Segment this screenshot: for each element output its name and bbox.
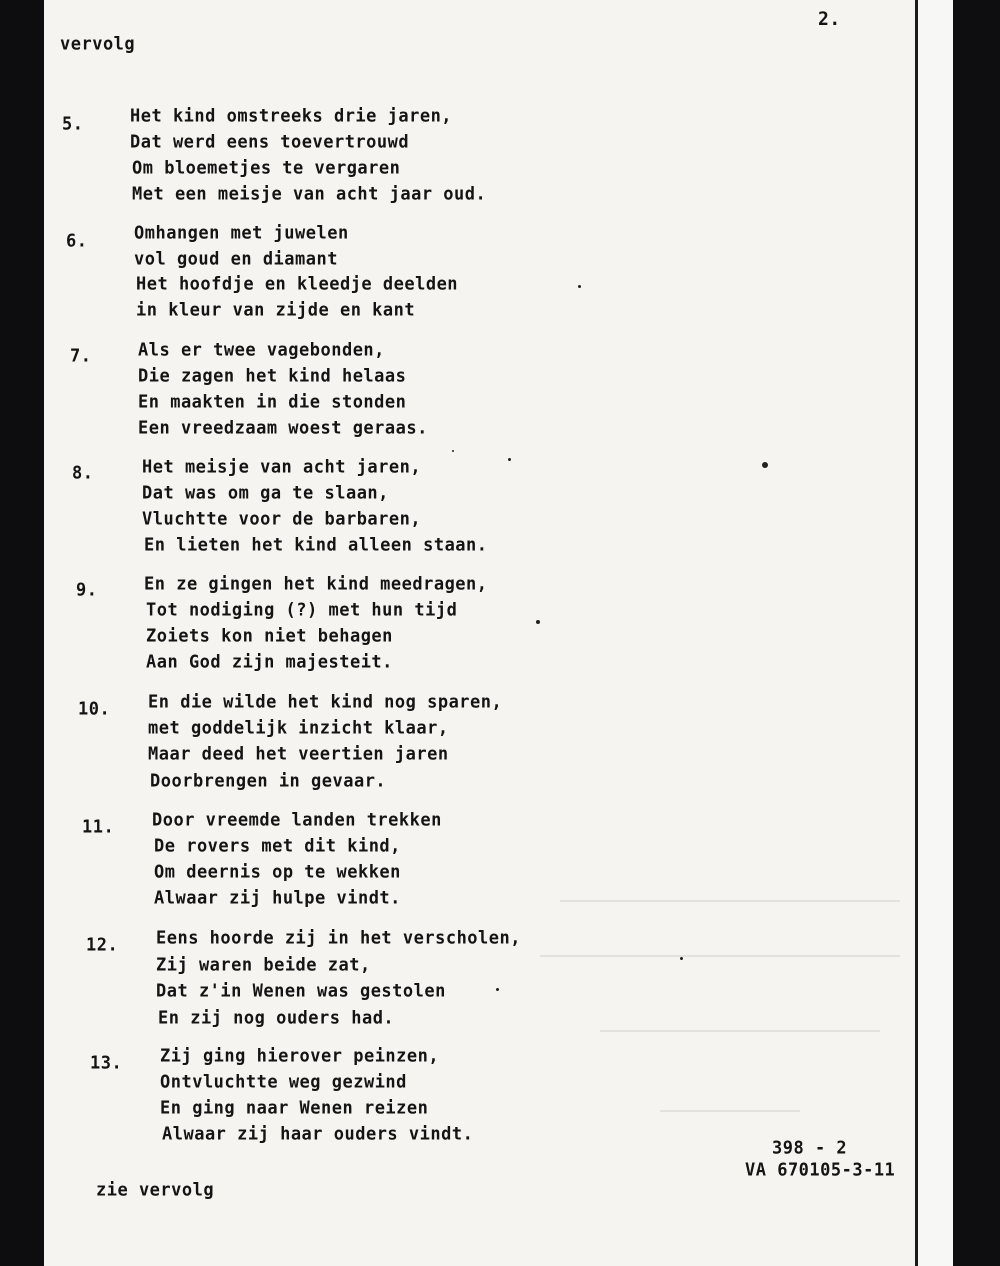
verse-line: Maar deed het veertien jaren — [148, 744, 449, 765]
verse-line: in kleur van zijde en kant — [136, 300, 416, 321]
verse-line: Alwaar zij hulpe vindt. — [154, 888, 401, 909]
verse-line: Om bloemetjes te vergaren — [132, 158, 401, 179]
verse-line: Een vreedzaam woest geraas. — [138, 418, 428, 439]
verse-line: De rovers met dit kind, — [154, 836, 401, 857]
verse-line: Vluchtte voor de barbaren, — [142, 509, 422, 530]
stanza-number: 10. — [78, 699, 111, 720]
verse-line: Door vreemde landen trekken — [152, 810, 442, 831]
page-number: 2. — [818, 8, 841, 31]
bleed-through-mark — [660, 1110, 800, 1112]
stanza-number: 12. — [86, 935, 119, 956]
bleed-through-mark — [560, 900, 900, 902]
stanza-number: 6. — [66, 231, 88, 252]
verse-line: Het hoofdje en kleedje deelden — [136, 274, 459, 295]
ink-speck — [680, 957, 683, 960]
verse-line: Met een meisje van acht jaar oud. — [132, 184, 487, 205]
ink-speck — [536, 620, 540, 624]
verse-line: Dat was om ga te slaan, — [142, 483, 389, 504]
verse-line: Alwaar zij haar ouders vindt. — [162, 1124, 474, 1145]
verse-line: En die wilde het kind nog sparen, — [148, 692, 503, 713]
verse-line: Tot nodiging (?) met hun tijd — [146, 600, 458, 621]
verse-line: Het meisje van acht jaren, — [142, 457, 422, 478]
verse-line: Omhangen met juwelen — [134, 223, 349, 244]
ink-speck — [508, 458, 511, 461]
stanza-number: 11. — [82, 817, 115, 838]
verse-line: met goddelijk inzicht klaar, — [148, 718, 449, 739]
verse-line: Die zagen het kind helaas — [138, 366, 407, 387]
stanza-number: 13. — [90, 1053, 123, 1074]
bleed-through-mark — [600, 1030, 880, 1032]
verse-line: Als er twee vagebonden, — [138, 340, 385, 361]
verse-line: En ze gingen het kind meedragen, — [144, 574, 488, 595]
bleed-through-mark — [540, 955, 900, 957]
verse-line: Zij ging hierover peinzen, — [160, 1046, 440, 1067]
scan-border-left — [0, 0, 44, 1266]
archive-code: 398 - 2 — [772, 1138, 848, 1159]
verse-line: Doorbrengen in gevaar. — [150, 771, 387, 792]
continued-note: zie vervolg — [96, 1180, 215, 1201]
verse-line: Om deernis op te wekken — [154, 862, 401, 883]
verse-line: Het kind omstreeks drie jaren, — [130, 106, 453, 127]
verse-line: En ging naar Wenen reizen — [160, 1098, 429, 1119]
stanza-number: 7. — [70, 346, 92, 367]
stanza-number: 8. — [72, 463, 94, 484]
stanza-number: 9. — [76, 580, 98, 601]
verse-line: Aan God zijn majesteit. — [146, 652, 393, 673]
ink-speck — [496, 988, 499, 991]
verse-line: Eens hoorde zij in het verscholen, — [156, 928, 521, 949]
paper-edge-line — [915, 0, 918, 1266]
ink-speck — [762, 462, 768, 468]
verse-line: vol goud en diamant — [134, 249, 338, 270]
header-label: vervolg — [60, 34, 136, 55]
verse-line: Dat z'in Wenen was gestolen — [156, 981, 446, 1002]
verse-line: En maakten in die stonden — [138, 392, 407, 413]
scan-border-right — [953, 0, 1000, 1266]
ink-speck — [452, 450, 454, 452]
stanza-number: 5. — [62, 114, 84, 135]
verse-line: Ontvluchtte weg gezwind — [160, 1072, 407, 1093]
verse-line: En lieten het kind alleen staan. — [144, 535, 488, 556]
verse-line: Zij waren beide zat, — [156, 955, 371, 976]
verse-line: En zij nog ouders had. — [158, 1008, 395, 1029]
verse-line: Dat werd eens toevertrouwd — [130, 132, 410, 153]
verse-line: Zoiets kon niet behagen — [146, 626, 393, 647]
ink-speck — [578, 285, 581, 288]
archive-reference: VA 670105-3-11 — [745, 1160, 896, 1181]
